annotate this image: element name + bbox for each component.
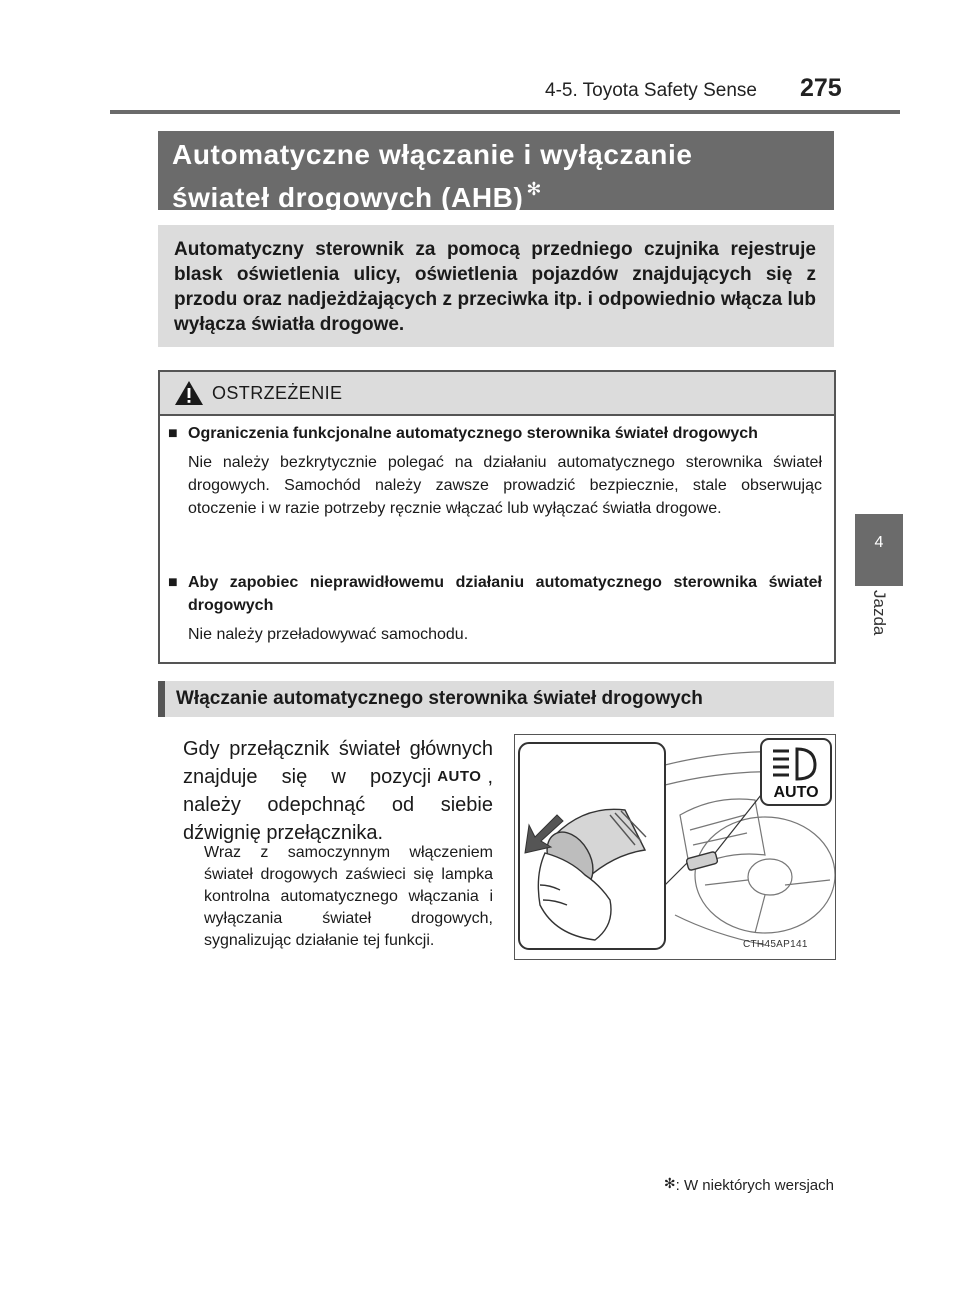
auto-symbol-icon: AUTO xyxy=(437,768,482,785)
section-title-block xyxy=(158,131,834,213)
chapter-label xyxy=(855,590,903,650)
warning-item-body: Nie należy przeładowywać samochodu. xyxy=(188,626,469,643)
footnote-mark: ✻ xyxy=(526,179,543,199)
warning-triangle-icon xyxy=(174,380,204,406)
auto-badge-text: AUTO xyxy=(773,784,819,801)
warning-item xyxy=(168,422,822,520)
section-title-line2: świateł drogowych (AHB) xyxy=(172,182,524,213)
footnote-text: : W niektórych wersjach xyxy=(675,1177,834,1194)
warning-box xyxy=(158,370,836,664)
chapter-label-text: Jazda xyxy=(870,590,889,636)
subsection-stripe xyxy=(158,681,165,717)
warning-header xyxy=(160,372,834,416)
warning-title: OSTRZEŻENIE xyxy=(212,383,343,403)
warning-item-body: Nie należy bezkrytycznie polegać na działaniu automatycznego sterownika świateł drogowych. Samochód należy zawsze prowadzić bezpiecznie, stale obserwując otoczenie i w razie potrzeby ręcznie włączać lub wyłączać światła drogowe. xyxy=(188,454,822,517)
bullet-square-icon: ■ xyxy=(168,425,178,442)
subsection-header xyxy=(158,681,834,717)
chapter-number: 4 xyxy=(874,534,884,551)
subsection-title: Włączanie automatycznego sterownika świateł drogowych xyxy=(176,688,703,709)
header-divider xyxy=(110,110,900,114)
intro-block xyxy=(158,225,834,347)
running-header-section: 4-5. Toyota Safety Sense xyxy=(545,80,757,101)
bullet-square-icon: ■ xyxy=(168,574,178,591)
instruction-part2: , należy odepchnąć od siebie dźwignię przełącznika. xyxy=(183,766,493,844)
illustration xyxy=(514,734,836,960)
illustration-code: CTH45AP141 xyxy=(743,939,808,950)
warning-item-heading: Aby zapobiec nieprawidłowemu działaniu automatycznego sterownika świateł drogowych xyxy=(188,574,822,614)
intro-text: Automatyczny sterownik za pomocą przedniego czujnika rejestruje blask oświetlenia ulicy, oświetlenia pojazdów znajdujących się z przodu oraz nadjeżdżających z przeciwka itp. i odpowiednio włącza lub wyłącza światła drogowe. xyxy=(174,239,816,335)
section-title-line1: Automatyczne włączanie i wyłączanie xyxy=(172,139,693,170)
section-title xyxy=(172,138,822,215)
warning-item-heading: Ograniczenia funkcjonalne automatycznego sterownika świateł drogowych xyxy=(188,425,758,442)
chapter-tab[interactable] xyxy=(855,514,903,586)
warning-item xyxy=(168,571,822,646)
instruction-note: Wraz z samoczynnym włączeniem świateł drogowych zaświeci się lampka kontrolna automatycznego włączania i wyłączania świateł drogowych, sygnalizując działanie tej funkcji. xyxy=(204,844,493,949)
page-number: 275 xyxy=(800,74,842,102)
footnote-mark: ✻ xyxy=(663,1175,676,1191)
instruction-part1: Gdy przełącznik świateł głównych znajduje się w pozycji xyxy=(183,738,493,788)
footnote xyxy=(620,1175,834,1194)
instruction-text xyxy=(183,735,493,847)
lever-illustration-svg xyxy=(515,735,835,959)
